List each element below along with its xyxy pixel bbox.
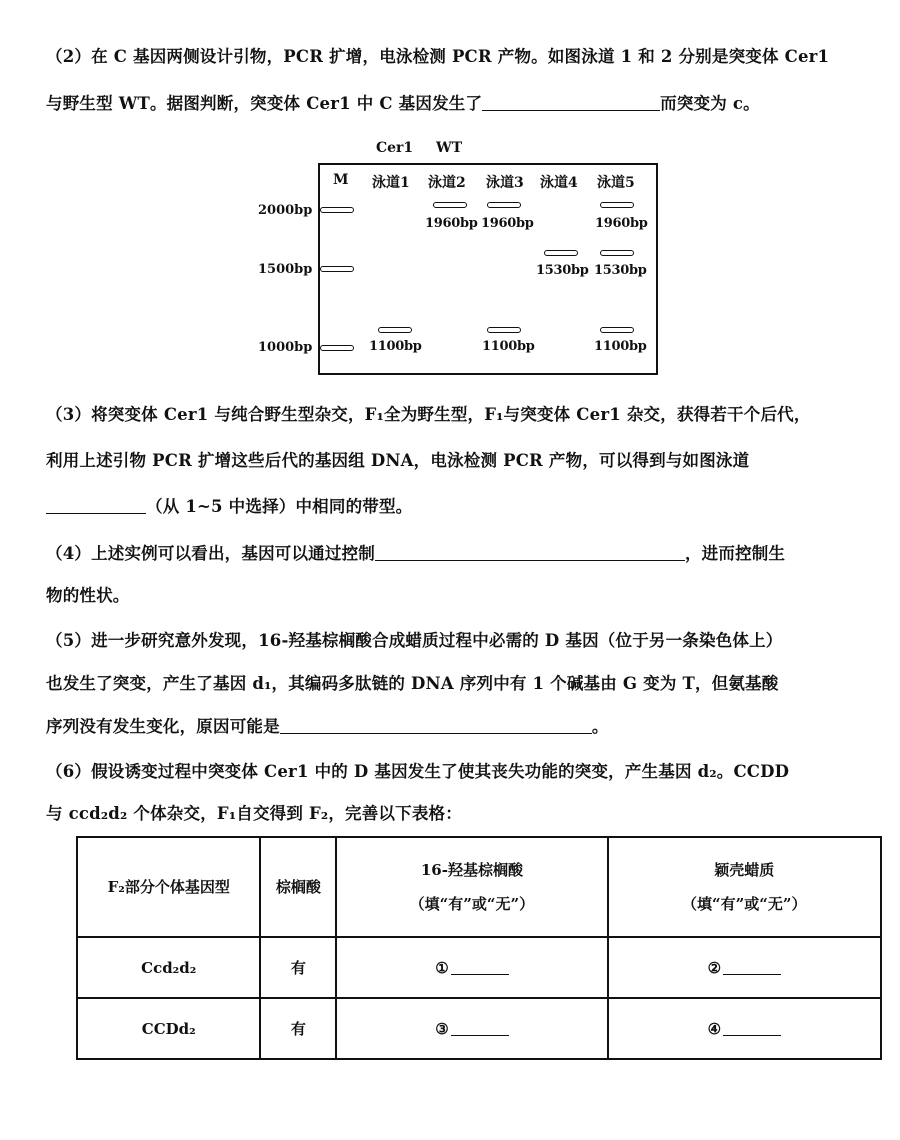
answer-blank-2[interactable]: [723, 958, 781, 975]
q3-line-2: 利用上述引物 PCR 扩增这些后代的基因组 DNA，电泳检测 PCR 产物，可以得到与如图泳道: [46, 451, 750, 470]
cell-blank-1: [336, 937, 607, 998]
answer-blank-4[interactable]: [723, 1019, 781, 1036]
q5-line-3: [46, 716, 876, 738]
q4-line-2: 物的性状。: [46, 586, 130, 605]
cell-genotype: CCDd₂: [77, 998, 260, 1059]
lane3-band-label-1960: 1960bp: [481, 216, 534, 231]
lane-label-4: 泳道4: [540, 175, 578, 191]
header-palmitic-acid: 棕榈酸: [260, 837, 336, 937]
gel-label-cer1: Cer1: [376, 140, 414, 156]
q2-answer-blank[interactable]: [482, 93, 660, 111]
table-header-row: [77, 837, 881, 937]
lane-label-m: M: [333, 172, 349, 188]
cell-blank-4: [608, 998, 881, 1059]
q4-line-1-text: （4）上述实例可以看出，基因可以通过控制: [46, 544, 375, 563]
marker-label-1000: 1000bp: [258, 340, 313, 355]
q4-line-1: [46, 543, 876, 565]
lane-label-3: 泳道3: [486, 175, 524, 191]
q5-line-3-text: 序列没有发生变化，原因可能是: [46, 717, 280, 736]
marker-band-2000: [320, 207, 354, 213]
lane3-band-label-1100: 1100bp: [482, 339, 535, 354]
q2-line-1: （2）在 C 基因两侧设计引物，PCR 扩增，电泳检测 PCR 产物。如图泳道 1 和 2 分别是突变体 Cer1: [46, 47, 830, 66]
q4-line-1-tail: ，进而控制生: [684, 544, 786, 563]
marker-label-1500: 1500bp: [258, 262, 313, 277]
q3-line-1: （3）将突变体 Cer1 与纯合野生型杂交，F₁全为野生型，F₁与突变体 Cer1 杂交，获得若干个后代，: [46, 405, 811, 424]
q4-answer-blank[interactable]: [375, 543, 685, 561]
marker-label-2000: 2000bp: [258, 203, 313, 218]
lane-label-5: 泳道5: [597, 175, 635, 191]
q2-line-2: [46, 93, 876, 115]
answer-blank-3[interactable]: [451, 1019, 509, 1036]
table-row: [77, 998, 881, 1059]
lane2-band-label-1960: 1960bp: [425, 216, 478, 231]
answer-blank-1[interactable]: [451, 958, 509, 975]
header-glume-wax: [608, 837, 881, 937]
q3-answer-blank[interactable]: [46, 496, 146, 514]
q6-line-2: 与 ccd₂d₂ 个体杂交，F₁自交得到 F₂，完善以下表格：: [46, 804, 462, 823]
lane-label-2: 泳道2: [428, 175, 466, 191]
lane5-band-1530: [600, 250, 634, 256]
header-hydroxy-title: 16-羟基棕榈酸: [420, 861, 523, 879]
cell-genotype: Ccd₂d₂: [77, 937, 260, 998]
blank-marker-3: ③: [435, 1020, 449, 1038]
header-hydroxy-palmitic-acid: [336, 837, 607, 937]
genotype-table: [76, 836, 882, 1060]
lane4-band-1530: [544, 250, 578, 256]
header-wax-title: 颖壳蜡质: [714, 861, 775, 879]
gel-label-wt: WT: [436, 140, 463, 156]
lane-label-1: 泳道1: [372, 175, 410, 191]
lane5-band-label-1530: 1530bp: [594, 263, 647, 278]
blank-marker-4: ④: [707, 1020, 722, 1038]
lane3-band-1960: [487, 202, 521, 208]
lane1-band-1100: [378, 327, 412, 333]
lane3-band-1100: [487, 327, 521, 333]
lane4-band-label-1530: 1530bp: [536, 263, 589, 278]
q5-line-3-tail: 。: [591, 717, 609, 736]
lane5-band-1100: [600, 327, 634, 333]
marker-band-1500: [320, 266, 354, 272]
table-row: [77, 937, 881, 998]
cell-blank-2: [608, 937, 881, 998]
lane5-band-1960: [600, 202, 634, 208]
lane5-band-label-1960: 1960bp: [595, 216, 648, 231]
q2-line-2-text: 与野生型 WT。据图判断，突变体 Cer1 中 C 基因发生了: [46, 94, 483, 113]
header-hydroxy-hint: （填“有”或“无”）: [409, 895, 535, 913]
blank-marker-2: ②: [707, 959, 722, 977]
lane1-band-label-1100: 1100bp: [369, 339, 422, 354]
q2-line-2-tail: 而突变为 c。: [660, 94, 760, 113]
header-wax-hint: （填“有”或“无”）: [682, 895, 807, 913]
q6-line-1: （6）假设诱变过程中突变体 Cer1 中的 D 基因发生了使其丧失功能的突变，产生基因 d₂。CCDD: [46, 762, 790, 781]
q5-line-1: （5）进一步研究意外发现，16-羟基棕榈酸合成蜡质过程中必需的 D 基因（位于另一条染色体上）: [46, 631, 783, 650]
cell-palmitic: 有: [260, 998, 336, 1059]
blank-marker-1: ①: [435, 959, 449, 977]
q5-answer-blank[interactable]: [280, 716, 592, 734]
marker-band-1000: [320, 345, 354, 351]
q5-line-2: 也发生了突变，产生了基因 d₁，其编码多肽链的 DNA 序列中有 1 个碱基由 G 变为 T，但氨基酸: [46, 674, 779, 693]
cell-blank-3: [336, 998, 607, 1059]
cell-palmitic: 有: [260, 937, 336, 998]
q3-line-3-text: （从 1~5 中选择）中相同的带型。: [146, 497, 413, 516]
q3-line-3: [46, 496, 876, 518]
lane5-band-label-1100: 1100bp: [594, 339, 647, 354]
header-genotype: F₂部分个体基因型: [77, 837, 260, 937]
lane2-band-1960: [433, 202, 467, 208]
